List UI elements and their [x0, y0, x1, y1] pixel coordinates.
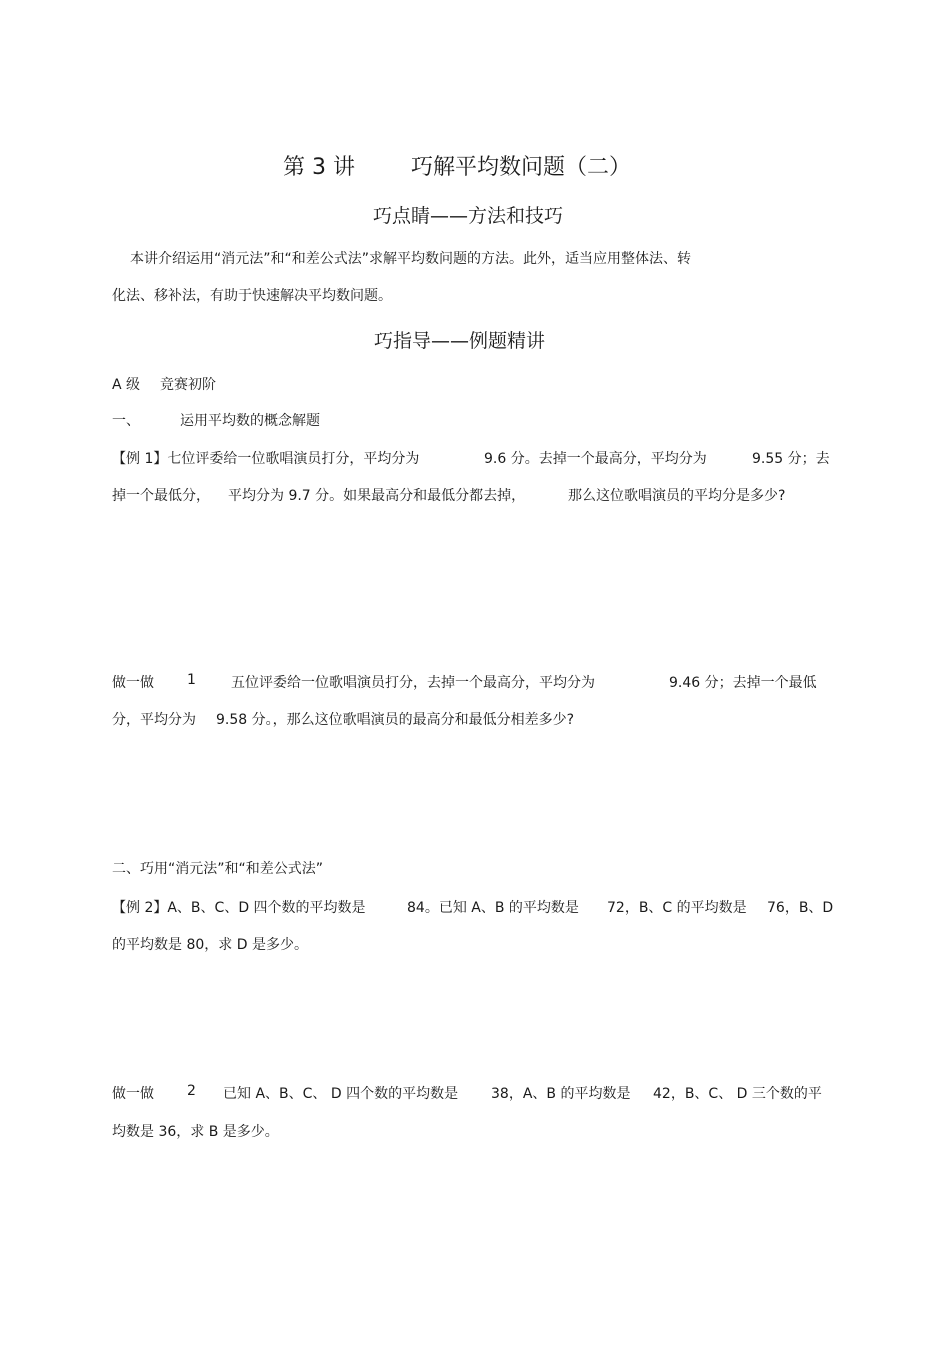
practice1-part-a: 五位评委给一位歌唱演员打分，去掉一个最高分，平均分为 [231, 675, 595, 691]
part1-number: 一、 [112, 413, 140, 429]
example1-line2-a: 掉一个最低分， [112, 488, 210, 504]
practice2-number: 2 [187, 1083, 196, 1099]
methods-heading: 巧点睛——方法和技巧 [373, 205, 564, 227]
level-label: A 级 [112, 377, 141, 393]
part2-title: 二、巧用“消元法”和“和差公式法” [112, 861, 324, 877]
practice1-line2-b: 9.58 分。，那么这位歌唱演员的最高分和最低分相差多少? [216, 712, 575, 728]
practice2-part-c: 42，B、C、 D 三个数的平 [653, 1086, 822, 1102]
practice2-line2: 均数是 36，求 B 是多少。 [112, 1124, 279, 1140]
example2-line2: 的平均数是 80，求 D 是多少。 [112, 937, 308, 953]
practice2-part-a: 已知 A、B、C、 D 四个数的平均数是 [223, 1086, 459, 1102]
example1-line2-b: 平均分为 9.7 分。如果最高分和最低分都去掉， [228, 488, 526, 504]
intro-line-1: 本讲介绍运用“消元法”和“和差公式法”求解平均数问题的方法。此外，适当应用整体法、转 [130, 251, 692, 267]
example2-part-a: 【例 2】A、B、C、D 四个数的平均数是 [112, 900, 366, 916]
practice1-line2-a: 分，平均分为 [112, 712, 196, 728]
example1-part-b: 9.6 分。去掉一个最高分，平均分为 [484, 451, 707, 467]
examples-heading: 巧指导——例题精讲 [374, 330, 546, 352]
intro-line-2: 化法、移补法，有助于快速解决平均数问题。 [112, 288, 392, 304]
practice1-part-b: 9.46 分；去掉一个最低 [669, 675, 817, 691]
level-name: 竞赛初阶 [160, 377, 216, 393]
example2-part-b: 84。已知 A、B 的平均数是 [407, 900, 579, 916]
practice2-part-b: 38，A、B 的平均数是 [491, 1086, 631, 1102]
example1-part-a: 【例 1】七位评委给一位歌唱演员打分，平均分为 [112, 451, 420, 467]
example1-part-c: 9.55 分；去 [752, 451, 830, 467]
practice2-label: 做一做 [112, 1086, 154, 1102]
practice1-label: 做一做 [112, 675, 154, 691]
page-title: 巧解平均数问题（二） [411, 155, 632, 180]
example1-line2-c: 那么这位歌唱演员的平均分是多少? [568, 488, 786, 504]
part1-title: 运用平均数的概念解题 [180, 413, 320, 429]
example2-part-c: 72，B、C 的平均数是 [607, 900, 747, 916]
example2-part-d: 76，B、D [767, 900, 834, 916]
practice1-number: 1 [187, 672, 196, 688]
lecture-number: 第 3 讲 [283, 155, 355, 180]
